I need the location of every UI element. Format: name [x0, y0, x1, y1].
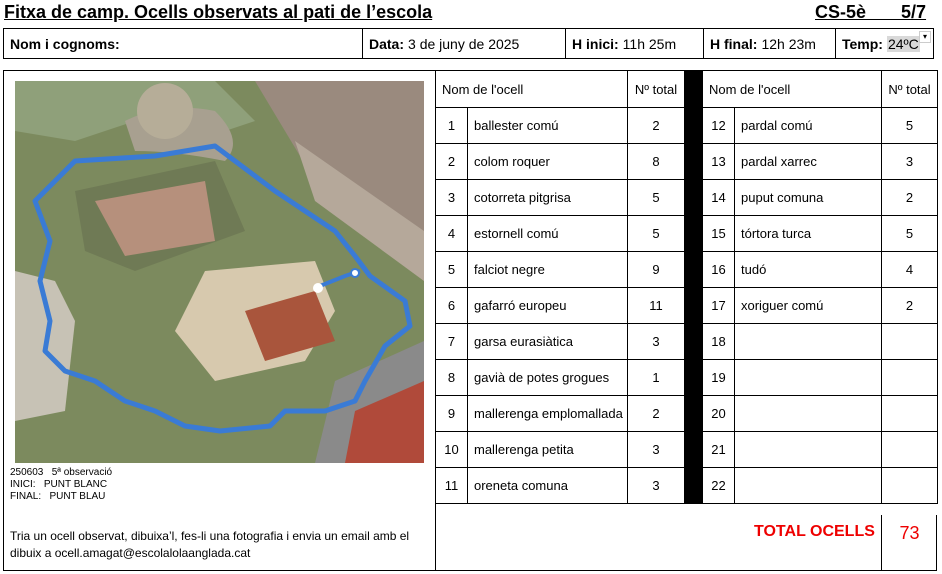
- bird-total[interactable]: 3: [628, 432, 685, 468]
- row-number: 10: [436, 432, 468, 468]
- row-number: 22: [703, 468, 735, 504]
- birds-table: [435, 70, 938, 504]
- row-number: 5: [436, 252, 468, 288]
- end-time-label: H final:: [710, 35, 758, 52]
- temp-label: Temp:: [842, 35, 883, 52]
- instructions-text: Tria un ocell observat, dibuixa’l, fes-li una fotografia i envia un email amb el dibuix a ocell.amagat@escolalolaanglada.cat: [10, 529, 410, 560]
- bird-total[interactable]: 3: [628, 468, 685, 504]
- start-time-label: H inici:: [572, 35, 619, 52]
- bird-name[interactable]: falciot negre: [468, 252, 628, 288]
- table-divider: [685, 71, 703, 504]
- row-number: 7: [436, 324, 468, 360]
- bird-name[interactable]: puput comuna: [735, 180, 882, 216]
- bird-total[interactable]: 2: [628, 108, 685, 144]
- row-number: 15: [703, 216, 735, 252]
- bird-name[interactable]: ballester comú: [468, 108, 628, 144]
- total-value: 73: [881, 515, 937, 570]
- bird-total[interactable]: 2: [882, 288, 938, 324]
- row-number: 18: [703, 324, 735, 360]
- row-number: 14: [703, 180, 735, 216]
- row-number: 8: [436, 360, 468, 396]
- bird-total[interactable]: 2: [628, 396, 685, 432]
- col-total-header: Nº total: [882, 71, 938, 108]
- total-label: TOTAL OCELLS: [754, 523, 875, 540]
- map-panel: [3, 70, 436, 571]
- row-number: 16: [703, 252, 735, 288]
- end-time-value: 12h 23m: [761, 35, 816, 52]
- bird-total[interactable]: [882, 360, 938, 396]
- total-row: [435, 515, 937, 571]
- bird-name[interactable]: tórtora turca: [735, 216, 882, 252]
- bird-name[interactable]: oreneta comuna: [468, 468, 628, 504]
- start-time-field: [566, 29, 704, 58]
- date-label: Data:: [369, 35, 405, 52]
- bird-total[interactable]: 5: [882, 216, 938, 252]
- start-time-value: 11h 25m: [622, 35, 677, 52]
- bird-total[interactable]: [882, 432, 938, 468]
- bird-total[interactable]: 4: [882, 252, 938, 288]
- row-number: 9: [436, 396, 468, 432]
- bird-total[interactable]: 2: [882, 180, 938, 216]
- aerial-map-image: [15, 81, 424, 463]
- col-name-header: Nom de l'ocell: [436, 71, 628, 108]
- row-number: 21: [703, 432, 735, 468]
- bird-name[interactable]: pardal xarrec: [735, 144, 882, 180]
- row-number: 12: [703, 108, 735, 144]
- bird-total[interactable]: 5: [628, 216, 685, 252]
- row-number: 3: [436, 180, 468, 216]
- dropdown-arrow-icon[interactable]: ▾: [919, 31, 931, 43]
- end-point-blue: [351, 269, 359, 277]
- bird-name[interactable]: colom roquer: [468, 144, 628, 180]
- bird-name[interactable]: estornell comú: [468, 216, 628, 252]
- row-number: 4: [436, 216, 468, 252]
- end-time-field: [704, 29, 836, 58]
- aerial-map: [15, 81, 424, 463]
- row-number: 11: [436, 468, 468, 504]
- name-field[interactable]: [4, 29, 363, 58]
- name-label: Nom i cognoms:: [10, 35, 120, 52]
- bird-name[interactable]: [735, 468, 882, 504]
- col-total-header: Nº total: [628, 71, 685, 108]
- bird-total[interactable]: 5: [882, 108, 938, 144]
- bird-name[interactable]: xoriguer comú: [735, 288, 882, 324]
- row-number: 6: [436, 288, 468, 324]
- bird-total[interactable]: 5: [628, 180, 685, 216]
- bird-total[interactable]: [882, 468, 938, 504]
- bird-name[interactable]: gavià de potes grogues: [468, 360, 628, 396]
- col-name-header: Nom de l'ocell: [703, 71, 882, 108]
- row-number: 13: [703, 144, 735, 180]
- bird-name[interactable]: garsa eurasiàtica: [468, 324, 628, 360]
- temp-value[interactable]: 24ºC: [887, 35, 919, 52]
- header-bar: [3, 28, 934, 59]
- bird-name[interactable]: gafarró europeu: [468, 288, 628, 324]
- bird-total[interactable]: 8: [628, 144, 685, 180]
- row-number: 20: [703, 396, 735, 432]
- bird-name[interactable]: mallerenga petita: [468, 432, 628, 468]
- bird-name[interactable]: [735, 432, 882, 468]
- bird-name[interactable]: tudó: [735, 252, 882, 288]
- sheet-code: CS-5è 5/7: [815, 2, 927, 22]
- bird-total[interactable]: [882, 396, 938, 432]
- row-number: 2: [436, 144, 468, 180]
- bird-name[interactable]: mallerenga emplomallada: [468, 396, 628, 432]
- date-field: [363, 29, 566, 58]
- bird-total[interactable]: 9: [628, 252, 685, 288]
- row-number: 1: [436, 108, 468, 144]
- bird-total[interactable]: 1: [628, 360, 685, 396]
- bird-total[interactable]: [882, 324, 938, 360]
- bird-total[interactable]: 3: [882, 144, 938, 180]
- bird-total[interactable]: 11: [628, 288, 685, 324]
- start-point-white: [313, 283, 323, 293]
- row-number: 17: [703, 288, 735, 324]
- row-number: 19: [703, 360, 735, 396]
- date-value: 3 de juny de 2025: [408, 35, 520, 52]
- bird-name[interactable]: [735, 396, 882, 432]
- map-caption: 250603 5ª observació INICI: PUNT BLANC FINAL: PUNT BLAU: [10, 467, 113, 502]
- temp-field[interactable]: [836, 29, 933, 58]
- bird-total[interactable]: 3: [628, 324, 685, 360]
- sheet-title: Fitxa de camp. Ocells observats al pati de l’escola: [4, 2, 433, 22]
- bird-name[interactable]: [735, 324, 882, 360]
- bird-name[interactable]: cotorreta pitgrisa: [468, 180, 628, 216]
- bird-name[interactable]: pardal comú: [735, 108, 882, 144]
- bird-name[interactable]: [735, 360, 882, 396]
